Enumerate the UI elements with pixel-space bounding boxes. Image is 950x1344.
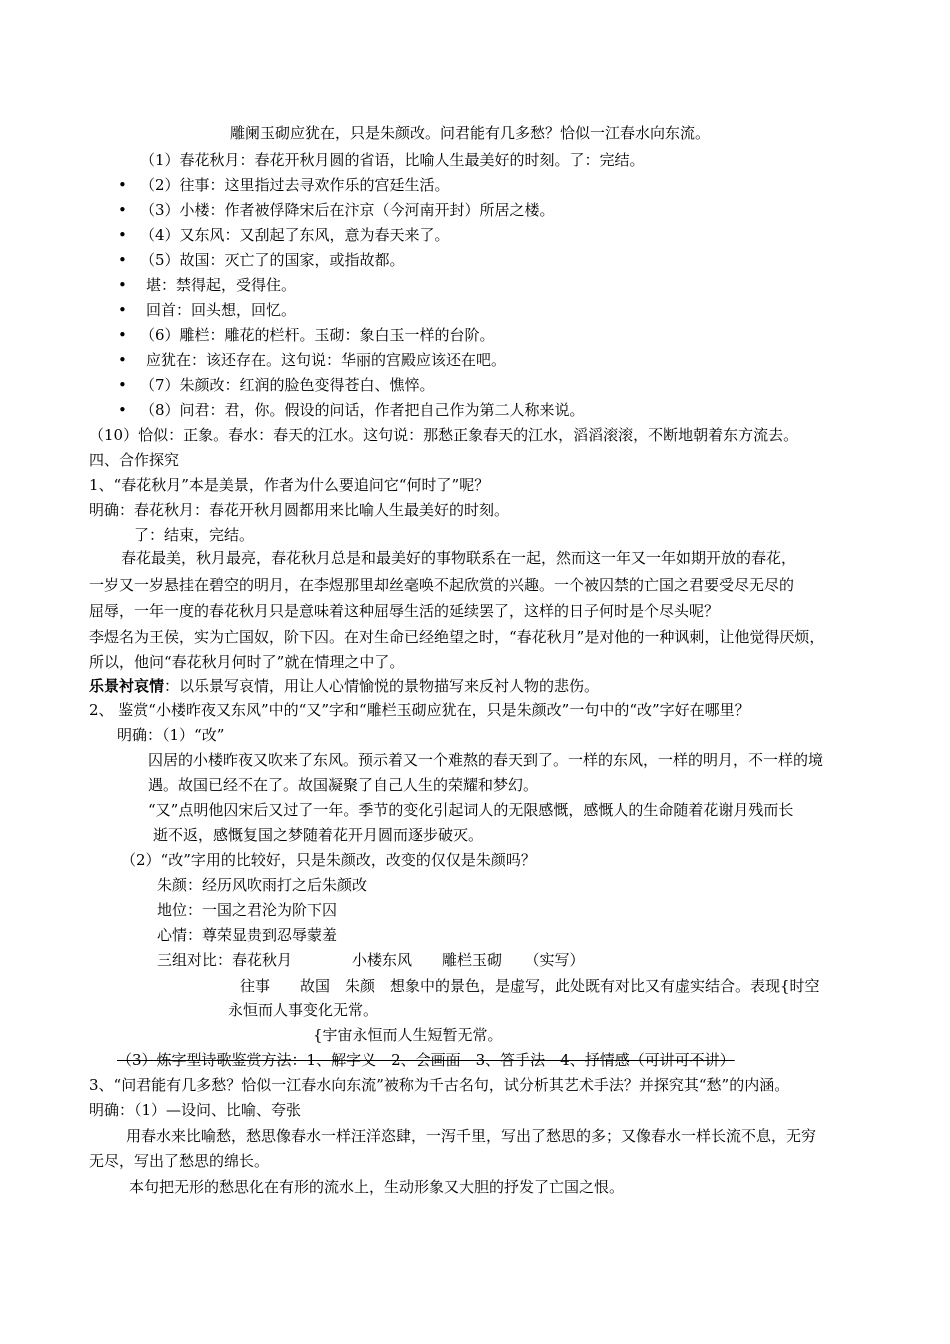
- annotation-line: • 堪：禁得起，受得住。: [118, 276, 297, 294]
- answer-line: 地位：一国之君沦为阶下囚: [157, 901, 338, 919]
- annotation-line: • 回首：回头想，回忆。: [118, 301, 297, 319]
- answer-line: 三组对比：春花秋月 小楼东风 雕栏玉砌 （实写）: [157, 951, 585, 969]
- paragraph-line: 囚居的小楼昨夜又吹来了东风。预示着又一个难熬的春天到了。一样的东风，一样的明月，不一样的境: [148, 751, 824, 769]
- answer-line: 往事 故国 朱颜 想象中的景色，是虚写，此处既有对比又有虚实结合。表现{时空: [240, 977, 820, 995]
- bullet-icon: •: [118, 251, 127, 269]
- answer-line: （2）“改”字用的比较好，只是朱颜改，改变的仅仅是朱颜吗？: [121, 851, 536, 869]
- question-line: 3、“问君能有几多愁？恰似一江春水向东流”被称为千古名句，试分析其艺术手法？并探究其“愁”的内涵。: [89, 1076, 790, 1094]
- paragraph-line: 所以，他问“春花秋月何时了”就在情理之中了。: [89, 653, 405, 671]
- annotation-line: • （5）故国：灭亡了的国家，或指故都。: [118, 251, 405, 269]
- struck-method-line: （3）炼字型诗歌鉴赏方法：1、解字义 2、会画面 3、答手法 4、抒情感（可讲可不讲）: [117, 1051, 735, 1069]
- bullet-icon: •: [118, 376, 127, 394]
- section-heading: 四、合作探究: [89, 451, 180, 469]
- paragraph-line: 一岁又一岁悬挂在碧空的明月，在李煜那里却丝毫唤不起欣赏的兴趣。一个被囚禁的亡国之君要受尽无尽的: [89, 576, 795, 594]
- poem-line: 雕阑玉砌应犹在，只是朱颜改。问君能有几多愁？恰似一江春水向东流。: [230, 124, 711, 142]
- annotation-line: • （7）朱颜改：红润的脸色变得苍白、憔悴。: [118, 376, 435, 394]
- answer-line: 永恒而人事变化无常。: [228, 1001, 379, 1019]
- answer-line: 朱颜：经历风吹雨打之后朱颜改: [157, 876, 368, 894]
- definition-line: 乐景衬哀情：以乐景写哀情，用让人心情愉悦的景物描写来反衬人物的悲伤。: [89, 677, 600, 695]
- answer-line: {宇宙永恒而人生短暂无常。: [313, 1026, 503, 1044]
- bullet-icon: •: [118, 351, 127, 369]
- paragraph-line: 本句把无形的愁思化在有形的流水上，生动形象又大胆的抒发了亡国之恨。: [129, 1178, 625, 1196]
- annotation-line: • 应犹在：该还存在。这句说：华丽的宫殿应该还在吧。: [118, 351, 507, 369]
- bullet-icon: •: [118, 401, 127, 419]
- annotation-line: • （8）问君：君，你。假设的问话，作者把自己作为第二人称来说。: [118, 401, 585, 419]
- bullet-icon: •: [118, 276, 127, 294]
- paragraph-line: 逝不返，感慨复国之梦随着花开月圆而逐步破灭。: [153, 826, 484, 844]
- bullet-icon: •: [118, 326, 127, 344]
- question-line: 1、“春花秋月”本是美景，作者为什么要追问它“何时了”呢？: [89, 476, 490, 494]
- bullet-icon: •: [118, 301, 127, 319]
- annotation-line: （1）春花秋月：春花开秋月圆的省语，比喻人生最美好的时刻。了：完结。: [140, 151, 645, 169]
- paragraph-line: 屈辱，一年一度的春花秋月只是意味着这种屈辱生活的延续罢了，这样的日子何时是个尽头呢？: [89, 602, 720, 620]
- paragraph-line: 李煜名为王侯，实为亡国奴，阶下囚。在对生命已经绝望之时，“春花秋月”是对他的一种讽刺，让他觉得厌烦，: [89, 628, 825, 646]
- paragraph-line: 遇。故国已经不在了。故国凝聚了自己人生的荣耀和梦幻。: [148, 776, 539, 794]
- answer-line: 明确：春花秋月：春花开秋月圆都用来比喻人生最美好的时刻。: [89, 501, 510, 519]
- annotation-line: • （4）又东风：又刮起了东风，意为春天来了。: [118, 226, 450, 244]
- annotation-line: （10）恰似：正象。春水：春天的江水。这句说：那愁正象春天的江水，滔滔滚滚，不断地朝着东方流去。: [89, 426, 799, 444]
- answer-line: 明确：（1）“改”: [117, 726, 225, 744]
- paragraph-line: “又”点明他囚宋后又过了一年。季节的变化引起词人的无限感慨，感慨人的生命随着花谢月残而长: [148, 801, 794, 819]
- answer-line: 明确：（1）—设问、比喻、夸张: [89, 1101, 302, 1119]
- paragraph-line: 无尽，写出了愁思的绵长。: [89, 1152, 270, 1170]
- annotation-line: • （2）往事：这里指过去寻欢作乐的宫廷生活。: [118, 176, 450, 194]
- bullet-icon: •: [118, 201, 127, 219]
- paragraph-line: 用春水来比喻愁，愁思像春水一样汪洋恣肆，一泻千里，写出了愁思的多；又像春水一样长流不息，无穷: [126, 1127, 817, 1145]
- annotation-line: • （3）小楼：作者被俘降宋后在汴京（今河南开封）所居之楼。: [118, 201, 555, 219]
- answer-line: 心情：尊荣显贵到忍辱蒙羞: [157, 926, 338, 944]
- term-label: 乐景衬哀情: [89, 677, 165, 695]
- bullet-icon: •: [118, 226, 127, 244]
- bullet-icon: •: [118, 176, 127, 194]
- question-line: 2、 鉴赏“小楼昨夜又东风”中的“又”字和“雕栏玉砌应犹在，只是朱颜改”一句中的“改”字好在哪里？: [89, 701, 750, 719]
- answer-line: 了：结束，完结。: [134, 526, 255, 544]
- paragraph-line: 春花最美，秋月最亮，春花秋月总是和最美好的事物联系在一起，然而这一年又一年如期开放的春花，: [121, 549, 797, 567]
- annotation-line: • （6）雕栏：雕花的栏杆。玉砌：象白玉一样的台阶。: [118, 326, 495, 344]
